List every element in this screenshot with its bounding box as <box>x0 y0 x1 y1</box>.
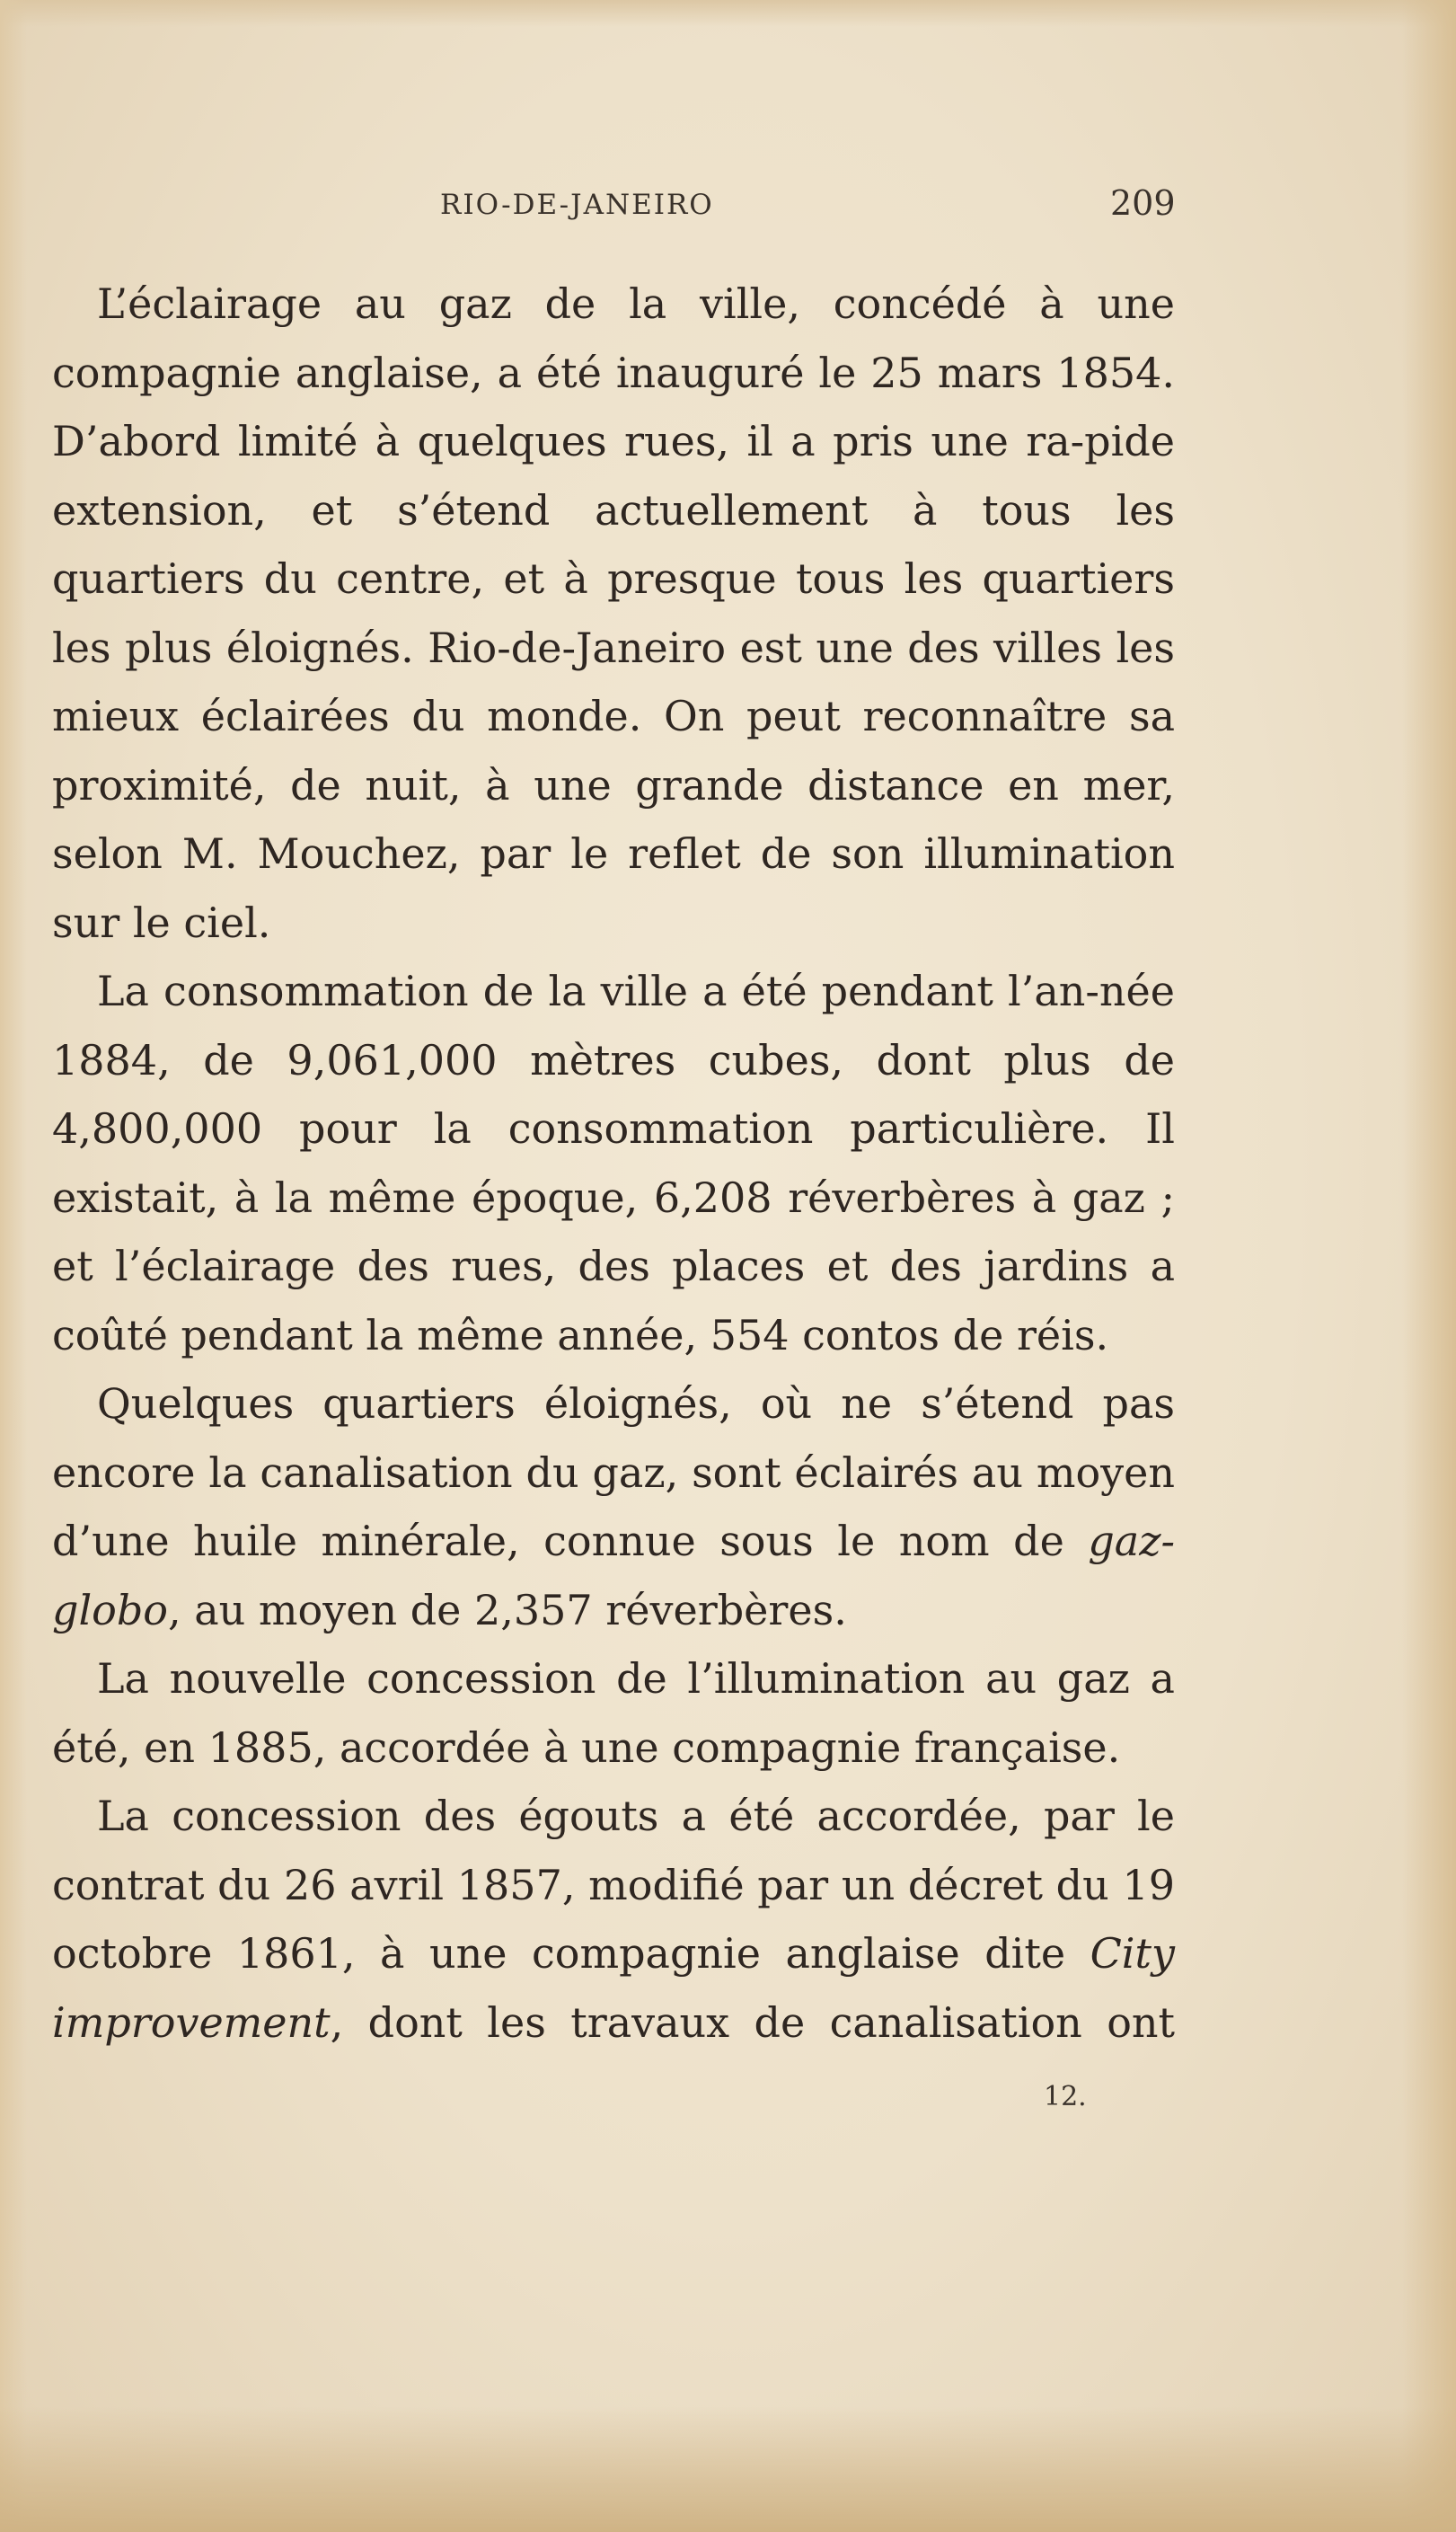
paragraph-consumption: La consommation de la ville a été pendant l’an-née 1884, de 9,061,000 mètres cubes, dont plus de 4,800,000 pour la consommation particulière. Il existait, à la même époque, 6,208 réverbères à gaz ; et l’éclairage des rues, des places et des jardins a coûté pendant la même année, 554 contos de réis. <box>52 967 1175 1359</box>
paragraph-mineral-oil-tail: , au moyen de 2,357 réverbères. <box>168 1585 847 1634</box>
paragraph-mineral-oil-text: Quelques quartiers éloignés, où ne s’étend pas encore la canalisation du gaz, sont éclairés au moyen d’une huile minérale, connue sous le nom de <box>52 1379 1175 1565</box>
page-number: 209 <box>1110 183 1176 223</box>
paragraph-sewers <box>52 1782 1175 2057</box>
paragraph-new-concession: La nouvelle concession de l’illumination au gaz a été, en 1885, accordée à une compagnie française. <box>52 1654 1175 1772</box>
running-title: RIO-DE-JANEIRO <box>440 189 714 221</box>
page-edge-shading-left <box>0 0 27 2532</box>
signature-mark: 12. <box>1044 2081 1087 2112</box>
paragraph-sewers-text: La concession des égouts a été accordée, par le contrat du 26 avril 1857, modifié par un décret du 19 octobre 1861, à une compagnie anglaise dite <box>52 1792 1175 1978</box>
page-edge-shading-bottom <box>0 2406 1456 2532</box>
page-edge-shading-top <box>0 0 1456 27</box>
paragraph-gas-lighting: L’éclairage au gaz de la ville, concédé à une compagnie anglaise, a été inauguré le 25 mars 1854. D’abord limité à quelques rues, il a pris une ra-pide extension, et s’étend actuellement à tous les quartiers du centre, et à presque tous les quartiers les plus éloignés. Rio-de-Janeiro est une des villes les mieux éclairées du monde. On peut reconnaître sa proximité, de nuit, à une grande distance en mer, selon M. Mouchez, par le reflet de son illumination sur le ciel. <box>52 279 1175 947</box>
paragraph-mineral-oil <box>52 1369 1175 1644</box>
paragraph-sewers-tail: , dont les travaux de canalisation ont <box>330 1997 1175 2047</box>
term-gaz-globo: gaz-globo <box>52 1517 1175 1634</box>
running-head <box>0 183 1456 234</box>
body-text <box>52 270 1175 2057</box>
term-city-improvement: City improvement <box>52 1929 1175 2047</box>
page-edge-shading-right <box>1402 0 1456 2532</box>
